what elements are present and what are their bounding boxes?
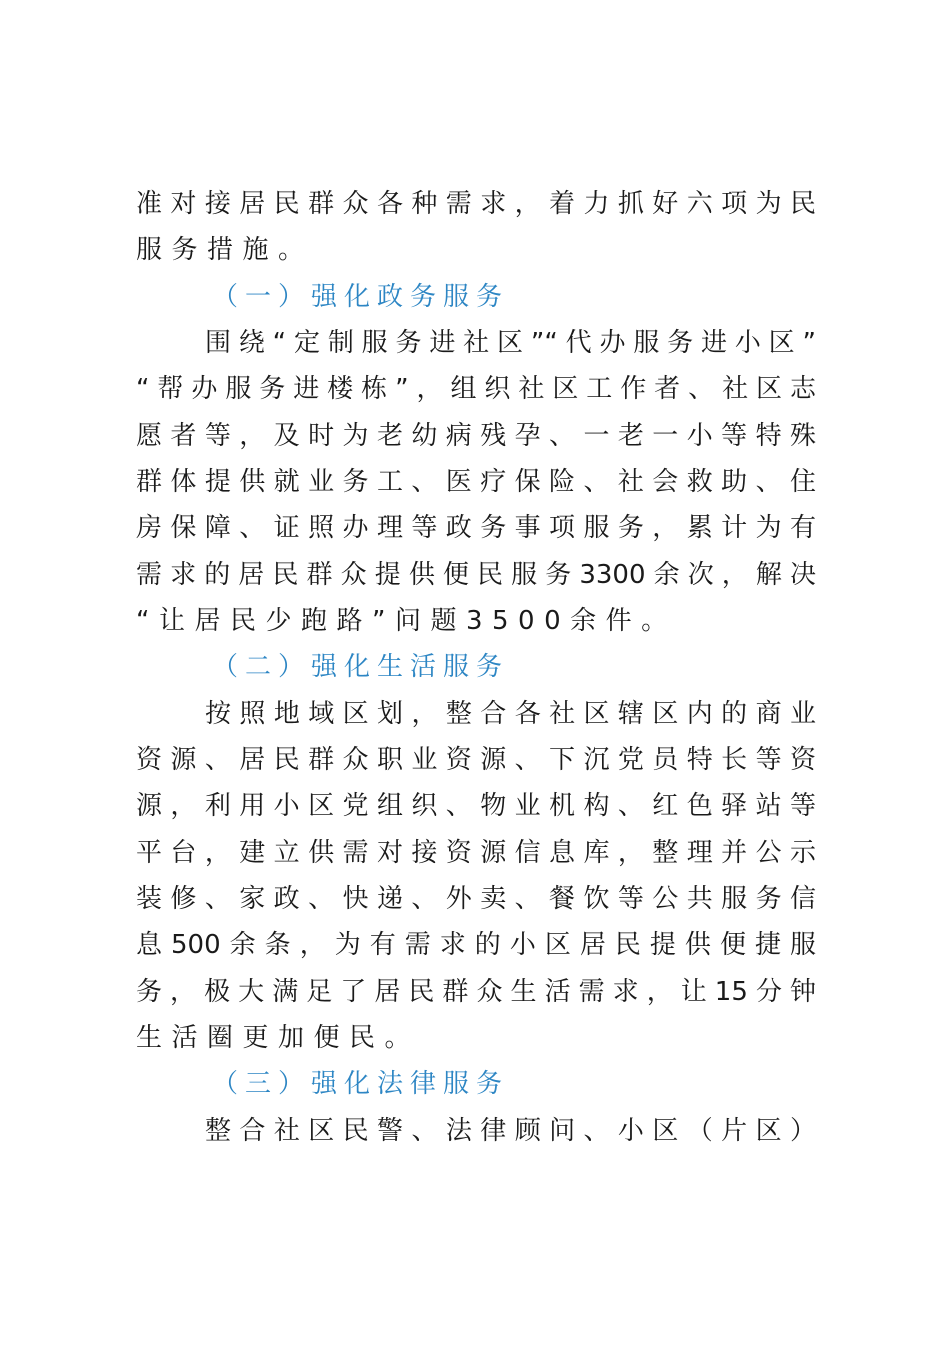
body-line: 准对接居民群众各种需求，着力抓好六项为民 <box>136 189 816 219</box>
body-line: 务，极大满足了居民群众生活需求，让15分钟 <box>136 977 816 1007</box>
section-heading: （一）强化政务服务 <box>212 282 510 312</box>
paragraph-first-line: 整合社区民警、法律顾问、小区（片区） <box>205 1116 816 1146</box>
body-line: 源，利用小区党组织、物业机构、红色驿站等 <box>136 791 816 821</box>
body-line: 生活圈更加便民。 <box>136 1023 421 1053</box>
body-line: 服务措施。 <box>136 235 314 265</box>
body-line: 平台，建立供需对接资源信息库，整理并公示 <box>136 838 816 868</box>
body-line: 需求的居民群众提供便民服务3300余次，解决 <box>136 560 816 590</box>
body-line: 群体提供就业务工、医疗保险、社会救助、住 <box>136 467 816 497</box>
body-line: 资源、居民群众职业资源、下沉党员特长等资 <box>136 745 816 775</box>
body-line: 房保障、证照办理等政务事项服务，累计为有 <box>136 513 816 543</box>
section-heading: （三）强化法律服务 <box>212 1069 510 1099</box>
paragraph-first-line: 围绕“定制服务进社区”“代办服务进小区” <box>205 328 816 358</box>
body-line: “帮办服务进楼栋”，组织社区工作者、社区志 <box>136 374 816 404</box>
body-line: 息500余条，为有需求的小区居民提供便捷服 <box>136 930 816 960</box>
body-line: 装修、家政、快递、外卖、餐饮等公共服务信 <box>136 884 816 914</box>
body-line: “让居民少跑路”问题3500余件。 <box>136 606 677 636</box>
body-line: 愿者等，及时为老幼病残孕、一老一小等特殊 <box>136 421 816 451</box>
section-heading: （二）强化生活服务 <box>212 652 510 682</box>
paragraph-first-line: 按照地域区划，整合各社区辖区内的商业 <box>205 699 816 729</box>
